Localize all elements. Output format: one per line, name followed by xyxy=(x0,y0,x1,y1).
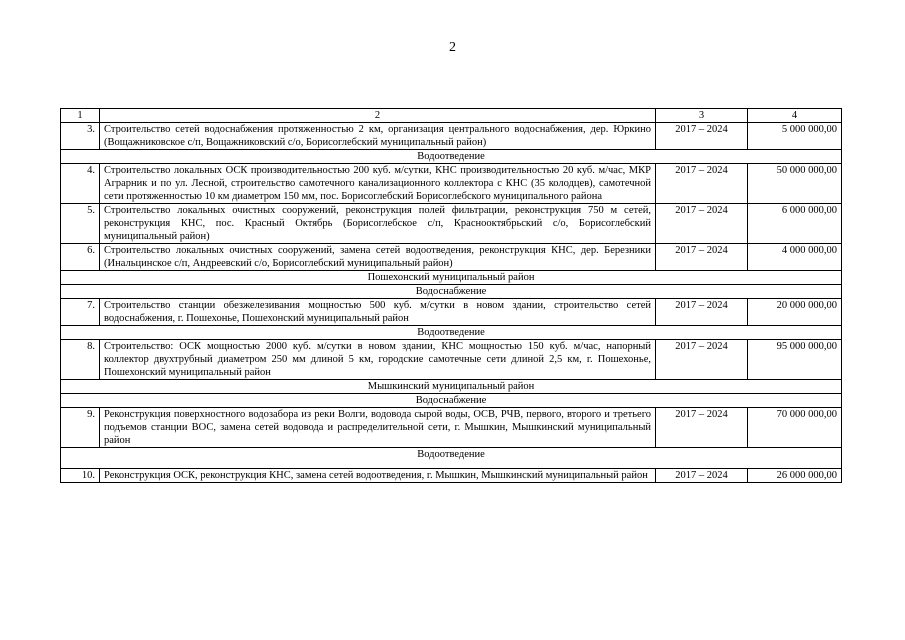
row-description-cell: Строительство локальных очистных сооружений, реконструкция полей фильтрации, реконструкция 750 м сетей, реконструкция КНС, пос. Красный Октябрь (Борисоглебское с/п, Краснооктябрьский с/о, Борисоглебский муниципальный район) xyxy=(100,204,656,244)
row-period-cell: 2017 – 2024 xyxy=(656,469,748,483)
section-header-row xyxy=(61,150,842,164)
row-amount-cell: 95 000 000,00 xyxy=(748,340,842,380)
row-period-cell: 2017 – 2024 xyxy=(656,123,748,150)
section-title: Водоснабжение xyxy=(61,394,842,408)
row-description-cell: Строительство: ОСК мощностью 2000 куб. м/сутки в новом здании, КНС мощностью 150 куб. м/час, напорный коллектор двухтрубный диаметром 250 мм длиной 5 км, городские самотечные сети длиной 2,5 км, г. Пошехонье, Пошехонский муниципальный район xyxy=(100,340,656,380)
section-title: Водоотведение xyxy=(61,448,842,469)
header-cell-number: 1 xyxy=(61,109,100,123)
row-number-cell: 6. xyxy=(61,244,100,271)
row-amount-cell: 5 000 000,00 xyxy=(748,123,842,150)
row-period-cell: 2017 – 2024 xyxy=(656,408,748,448)
section-title: Водоотведение xyxy=(61,326,842,340)
table-row xyxy=(61,408,842,448)
row-description-cell: Реконструкция поверхностного водозабора из реки Волги, водовода сырой воды, ОСВ, РЧВ, первого, второго и третьего подъемов станции ВОС, замена сетей водовода и распределительной сети, г. Мышкин, Мышкинский муниципальный район xyxy=(100,408,656,448)
section-header-row xyxy=(61,448,842,469)
row-amount-cell: 20 000 000,00 xyxy=(748,299,842,326)
header-cell-period: 3 xyxy=(656,109,748,123)
row-description-cell: Строительство станции обезжелезивания мощностью 500 куб. м/сутки в новом здании, строительство сетей водоснабжения, г. Пошехонье, Пошехонский муниципальный район xyxy=(100,299,656,326)
row-number-cell: 7. xyxy=(61,299,100,326)
table-row xyxy=(61,164,842,204)
table-row xyxy=(61,204,842,244)
table-row xyxy=(61,123,842,150)
section-header-row xyxy=(61,326,842,340)
row-number-cell: 10. xyxy=(61,469,100,483)
section-header-row xyxy=(61,285,842,299)
row-number-cell: 5. xyxy=(61,204,100,244)
row-description-cell: Строительство локальных ОСК производительностью 200 куб. м/сутки, КНС производительностью 20 куб. м/час, МКР Аграрник и по ул. Лесной, строительство самотечного канализационного коллектора с КНС (35 колодцев), самотечной сети протяженностью 10 км диаметром 150 мм, пос. Борисоглебский Борисоглебского муниципального района xyxy=(100,164,656,204)
row-amount-cell: 70 000 000,00 xyxy=(748,408,842,448)
row-period-cell: 2017 – 2024 xyxy=(656,204,748,244)
row-amount-cell: 26 000 000,00 xyxy=(748,469,842,483)
row-description-cell: Реконструкция ОСК, реконструкция КНС, замена сетей водоотведения, г. Мышкин, Мышкинский муниципальный район xyxy=(100,469,656,483)
section-title: Водоотведение xyxy=(61,150,842,164)
table-row xyxy=(61,299,842,326)
table-body xyxy=(61,109,842,483)
row-period-cell: 2017 – 2024 xyxy=(656,340,748,380)
section-title: Пошехонский муниципальный район xyxy=(61,271,842,285)
table-row xyxy=(61,340,842,380)
section-title: Мышкинский муниципальный район xyxy=(61,380,842,394)
section-header-row xyxy=(61,380,842,394)
table-row xyxy=(61,469,842,483)
row-number-cell: 3. xyxy=(61,123,100,150)
header-cell-description: 2 xyxy=(100,109,656,123)
row-period-cell: 2017 – 2024 xyxy=(656,299,748,326)
page-number: 2 xyxy=(449,40,456,55)
row-period-cell: 2017 – 2024 xyxy=(656,164,748,204)
table-header-row xyxy=(61,109,842,123)
row-amount-cell: 4 000 000,00 xyxy=(748,244,842,271)
section-title: Водоснабжение xyxy=(61,285,842,299)
section-header-row xyxy=(61,394,842,408)
row-amount-cell: 50 000 000,00 xyxy=(748,164,842,204)
row-description-cell: Строительство сетей водоснабжения протяженностью 2 км, организация центрального водоснабжения, дер. Юркино (Вощажниковское с/п, Вощажниковский с/о, Борисоглебский муниципальный район) xyxy=(100,123,656,150)
row-amount-cell: 6 000 000,00 xyxy=(748,204,842,244)
header-cell-amount: 4 xyxy=(748,109,842,123)
section-header-row xyxy=(61,271,842,285)
row-period-cell: 2017 – 2024 xyxy=(656,244,748,271)
projects-table xyxy=(60,108,842,483)
row-number-cell: 9. xyxy=(61,408,100,448)
row-number-cell: 4. xyxy=(61,164,100,204)
table-row xyxy=(61,244,842,271)
row-description-cell: Строительство локальных очистных сооружений, замена сетей водоотведения, реконструкция КНС, дер. Березники (Инальцинское с/п, Андреевский с/о, Борисоглебский муниципальный район) xyxy=(100,244,656,271)
row-number-cell: 8. xyxy=(61,340,100,380)
